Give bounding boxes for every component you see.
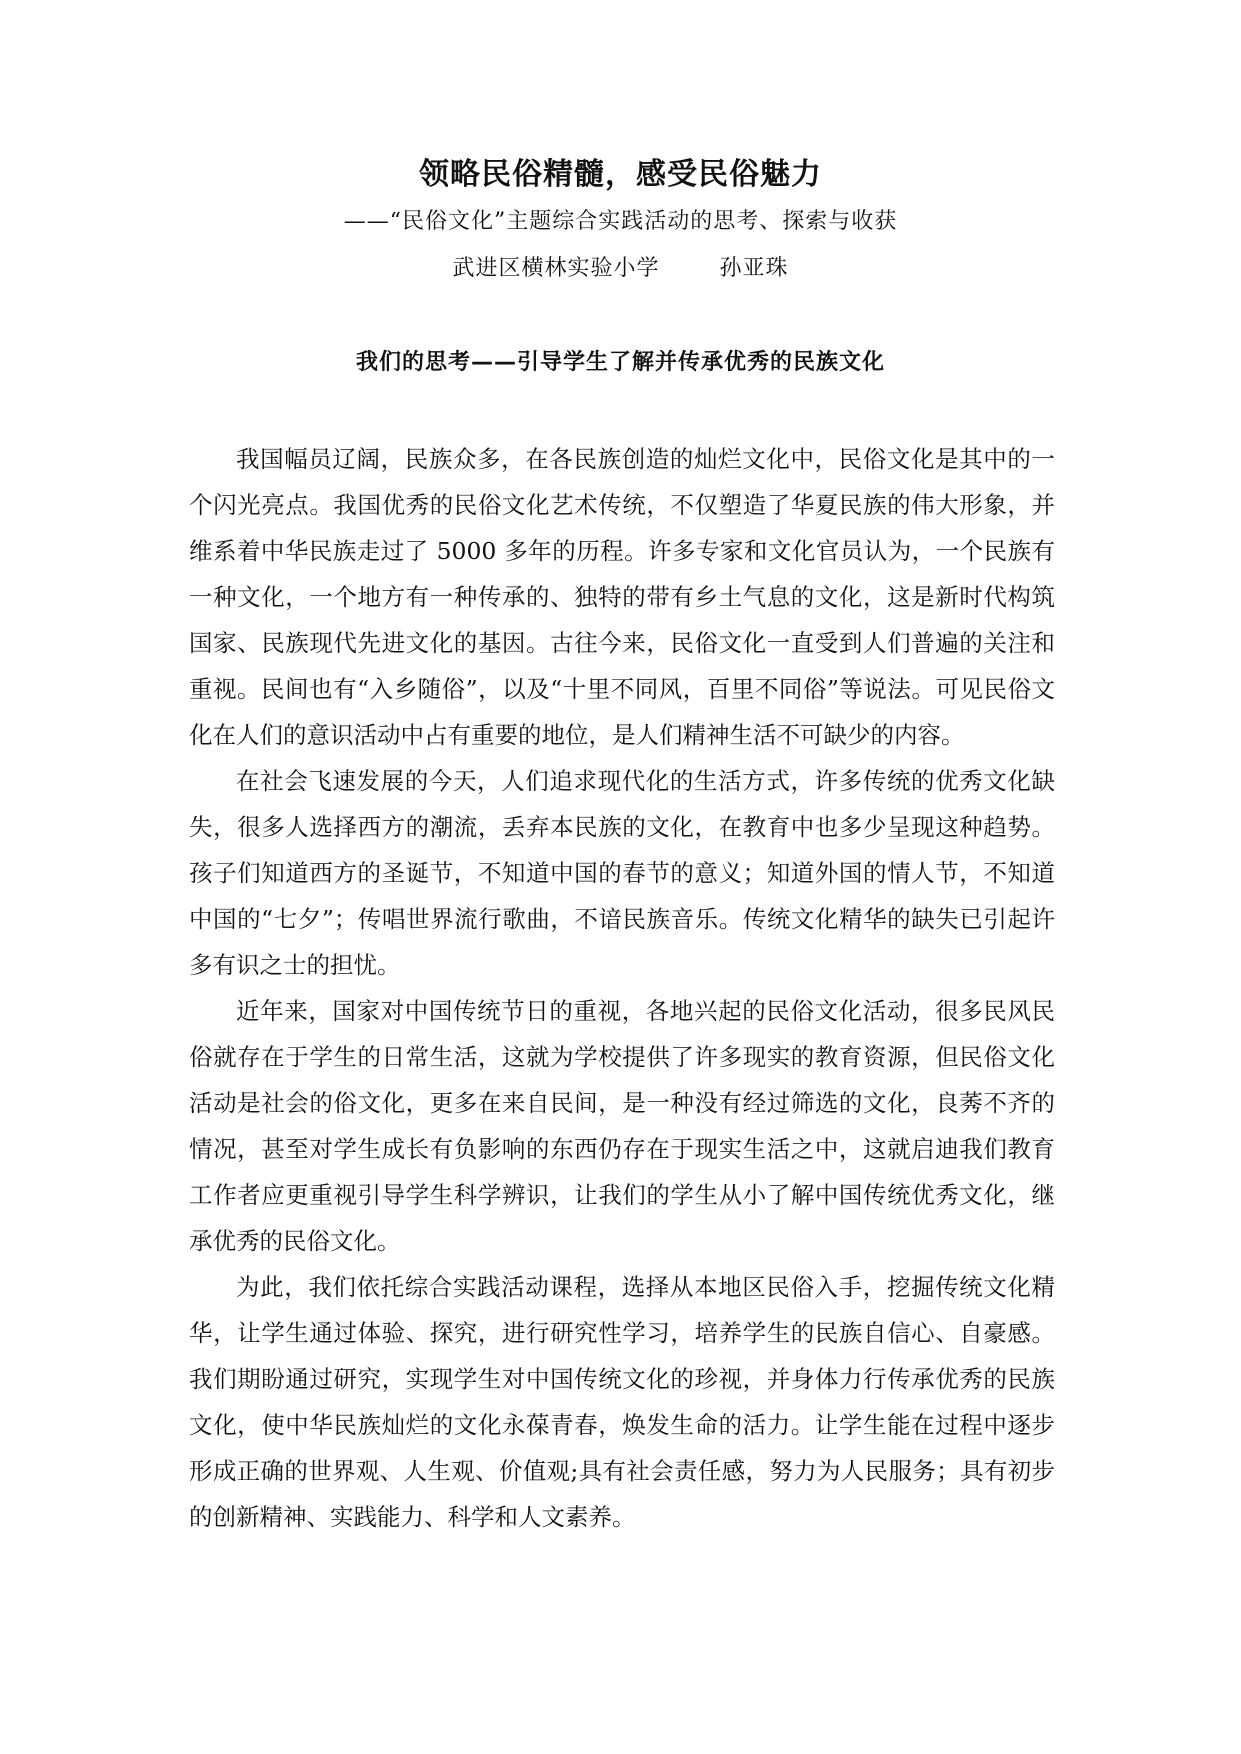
paragraph-2: 在社会飞速发展的今天，人们追求现代化的生活方式，许多传统的优秀文化缺失，很多人选择西方的潮流，丢弃本民族的文化，在教育中也多少呈现这种趋势。孩子们知道西方的圣诞节，不知道中国的春节的意义；知道外国的情人节，不知道中国的“七夕”；传唱世界流行歌曲，不谙民族音乐。传统文化精华的缺失已引起许多有识之士的担忧。 (189, 767, 1055, 979)
page-title: 领略民俗精髓，感受民俗魅力 (419, 157, 822, 192)
paragraph-1: 我国幅员辽阔，民族众多，在各民族创造的灿烂文化中，民俗文化是其中的一个闪光亮点。我国优秀的民俗文化艺术传统，不仅塑造了华夏民族的伟大形象，并维系着中华民族走过了 5000 多年的历程。许多专家和文化官员认为，一个民族有一种文化，一个地方有一种传承的、独特的带有乡土气息的文化，这是新时代构筑国家、民族现代先进文化的基因。古往今来，民俗文化一直受到人们普遍的关注和重视。民间也有“入乡随俗”，以及“十里不同风，百里不同俗”等说法。可见民俗文化在人们的意识活动中占有重要的地位，是人们精神生活不可缺少的内容。 (189, 445, 1055, 749)
paragraph-3: 近年来，国家对中国传统节日的重视，各地兴起的民俗文化活动，很多民风民俗就存在于学生的日常生活，这就为学校提供了许多现实的教育资源，但民俗文化活动是社会的俗文化，更多在来自民间，是一种没有经过筛选的文化，良莠不齐的情况，甚至对学生成长有负影响的东西仍存在于现实生活之中，这就启迪我们教育工作者应更重视引导学生科学辨识，让我们的学生从小了解中国传统优秀文化，继承优秀的民俗文化。 (189, 997, 1055, 1255)
author-name: 孙亚珠 (719, 256, 789, 281)
page-subtitle: ——“民俗文化”主题综合实践活动的思考、探索与收获 (343, 209, 898, 234)
section-heading: 我们的思考——引导学生了解并传承优秀的民族文化 (355, 350, 885, 375)
paragraph-4: 为此，我们依托综合实践活动课程，选择从本地区民俗入手，挖掘传统文化精华，让学生通过体验、探究，进行研究性学习，培养学生的民族自信心、自豪感。我们期盼通过研究，实现学生对中国传统文化的珍视，并身体力行传承优秀的民族文化，使中华民族灿烂的文化永葆青春，焕发生命的活力。让学生能在过程中逐步形成正确的世界观、人生观、价值观;具有社会责任感，努力为人民服务；具有初步的创新精神、实践能力、科学和人文素养。 (189, 1273, 1055, 1531)
byline (0, 253, 1241, 285)
school-name: 武进区横林实验小学 (452, 256, 660, 281)
body-text (189, 436, 1055, 1540)
